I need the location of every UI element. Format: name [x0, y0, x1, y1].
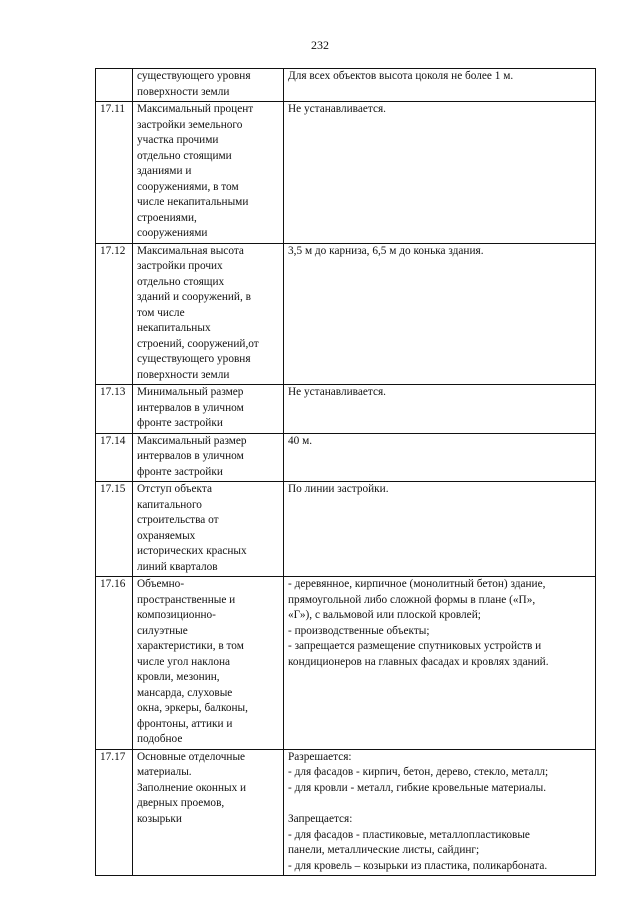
parameter-value-line: панели, металлические листы, сайдинг;	[288, 844, 480, 856]
parameter-name-line: том числе	[137, 306, 185, 319]
spacer	[288, 796, 592, 812]
parameter-value-line: Запрещается:	[288, 813, 353, 825]
parameter-value	[284, 749, 596, 876]
parameter-name-line: строений, сооружений,от	[137, 337, 259, 350]
parameter-name	[133, 385, 284, 434]
parameter-name	[133, 102, 284, 244]
parameter-name-line: подобное	[137, 733, 183, 745]
item-number: 17.14	[96, 433, 133, 482]
parameter-name-line: фронтоны, аттики и	[137, 717, 233, 730]
parameter-value-line: Разрешается:	[288, 750, 352, 763]
parameter-name-line: поверхности земли	[137, 368, 230, 381]
parameter-value-line: - производственные объекты;	[288, 624, 430, 637]
page-number: 232	[311, 38, 329, 52]
parameter-value-line: - для кровель – козырьки из пластика, поликарбоната.	[288, 859, 548, 872]
parameter-name-line: кровли, мезонин,	[137, 671, 220, 683]
regulations-table	[95, 68, 596, 876]
parameter-name-line: Максимальный размер	[137, 434, 247, 447]
parameter-name-line: мансарда, слуховые	[137, 686, 233, 699]
parameter-value-line: - запрещается размещение спутниковых устройств и	[288, 640, 542, 652]
parameter-value	[284, 69, 596, 102]
parameter-name-line: фронте застройки	[137, 465, 223, 478]
parameter-value-line: 40 м.	[288, 434, 313, 447]
table-row	[96, 385, 596, 434]
parameter-name-line: застройки прочих	[137, 260, 223, 272]
parameter-name-line: охраняемых	[137, 529, 196, 542]
table-row	[96, 749, 596, 876]
table-row	[96, 577, 596, 750]
parameter-name	[133, 482, 284, 577]
table-row	[96, 433, 596, 482]
parameter-name-line: сооружениями, в том	[137, 180, 239, 193]
item-number: 17.15	[96, 482, 133, 577]
item-number	[96, 69, 133, 102]
item-number: 17.12	[96, 243, 133, 385]
parameter-name-line: окна, эркеры, балконы,	[137, 702, 248, 714]
parameter-name-line: поверхности земли	[137, 85, 230, 98]
parameter-name-line: интервалов в уличном	[137, 450, 244, 462]
parameter-value	[284, 385, 596, 434]
parameter-name	[133, 433, 284, 482]
parameter-name-line: характеристики, в том	[137, 640, 244, 652]
parameter-name-line: интервалов в уличном	[137, 401, 244, 414]
item-number: 17.17	[96, 749, 133, 876]
parameter-name-line: Основные отделочные	[137, 750, 246, 763]
parameter-name-line: некапитальных	[137, 322, 211, 334]
parameter-value	[284, 482, 596, 577]
parameter-value-line: - для фасадов - кирпич, бетон, дерево, стекло, металл;	[288, 766, 549, 778]
item-number: 17.11	[96, 102, 133, 244]
parameter-value-line: По линии застройки.	[288, 483, 389, 495]
parameter-name-line: линий кварталов	[137, 560, 218, 573]
parameter-name-line: дверных проемов,	[137, 797, 225, 809]
parameter-name-line: зданий и сооружений, в	[137, 291, 251, 303]
parameter-name-line: Минимальный размер	[137, 386, 244, 398]
parameter-name-line: отдельно стоящими	[137, 149, 232, 162]
parameter-value-line: - для фасадов - пластиковые, металлопластиковые	[288, 828, 530, 841]
parameter-name-line: козырьки	[137, 812, 182, 825]
parameter-name-line: капитального	[137, 498, 202, 511]
parameter-name-line: Максимальная высота	[137, 244, 244, 257]
parameter-name	[133, 749, 284, 876]
parameter-name-line: отдельно стоящих	[137, 275, 225, 288]
parameter-name	[133, 243, 284, 385]
parameter-value	[284, 577, 596, 750]
parameter-value	[284, 243, 596, 385]
parameter-name-line: Заполнение оконных и	[137, 781, 247, 794]
parameter-value-line: «Г»), с вальмовой или плоской кровлей;	[288, 609, 481, 621]
parameter-name-line: сооружениями	[137, 227, 208, 239]
parameter-value-line: 3,5 м до карниза, 6,5 м до конька здания.	[288, 244, 484, 257]
parameter-name-line: существующего уровня	[137, 353, 251, 365]
parameter-name-line: участка прочими	[137, 134, 219, 146]
parameter-name-line: фронте застройки	[137, 417, 223, 429]
table-row	[96, 102, 596, 244]
parameter-name-line: Объемно-	[137, 578, 185, 590]
parameter-name-line: композиционно-	[137, 609, 216, 621]
parameter-name-line: застройки земельного	[137, 118, 243, 131]
parameter-name-line: силуэтные	[137, 624, 188, 637]
parameter-value-line: - для кровли - металл, гибкие кровельные материалы.	[288, 781, 547, 794]
parameter-value-line: Не устанавливается.	[288, 103, 386, 115]
parameter-value-line: прямоугольной либо сложной формы в плане («П»,	[288, 593, 536, 606]
item-number: 17.16	[96, 577, 133, 750]
table-row	[96, 482, 596, 577]
parameter-name-line: существующего уровня	[137, 70, 251, 82]
parameter-name-line: пространственные и	[137, 593, 236, 606]
parameter-name-line: зданиями и	[137, 165, 192, 177]
parameter-name-line: Максимальный процент	[137, 103, 254, 115]
parameter-name-line: числе угол наклона	[137, 655, 231, 668]
parameter-name-line: Отступ объекта	[137, 483, 212, 495]
parameter-value	[284, 433, 596, 482]
parameter-value-line: - деревянное, кирпичное (монолитный бетон) здание,	[288, 578, 546, 590]
parameter-name-line: материалы.	[137, 766, 192, 778]
item-number: 17.13	[96, 385, 133, 434]
parameter-name-line: строениями,	[137, 211, 197, 224]
table-row	[96, 243, 596, 385]
parameter-value-line: кондиционеров на главных фасадах и кровлях зданий.	[288, 655, 549, 668]
parameter-value-line: Не устанавливается.	[288, 386, 386, 398]
parameter-name	[133, 577, 284, 750]
parameter-name-line: строительства от	[137, 514, 219, 526]
parameter-value	[284, 102, 596, 244]
parameter-name-line: числе некапитальными	[137, 196, 249, 208]
table-row	[96, 69, 596, 102]
parameter-value-line: Для всех объектов высота цоколя не более 1 м.	[288, 70, 514, 82]
parameter-name-line: исторических красных	[137, 545, 247, 557]
parameter-name	[133, 69, 284, 102]
